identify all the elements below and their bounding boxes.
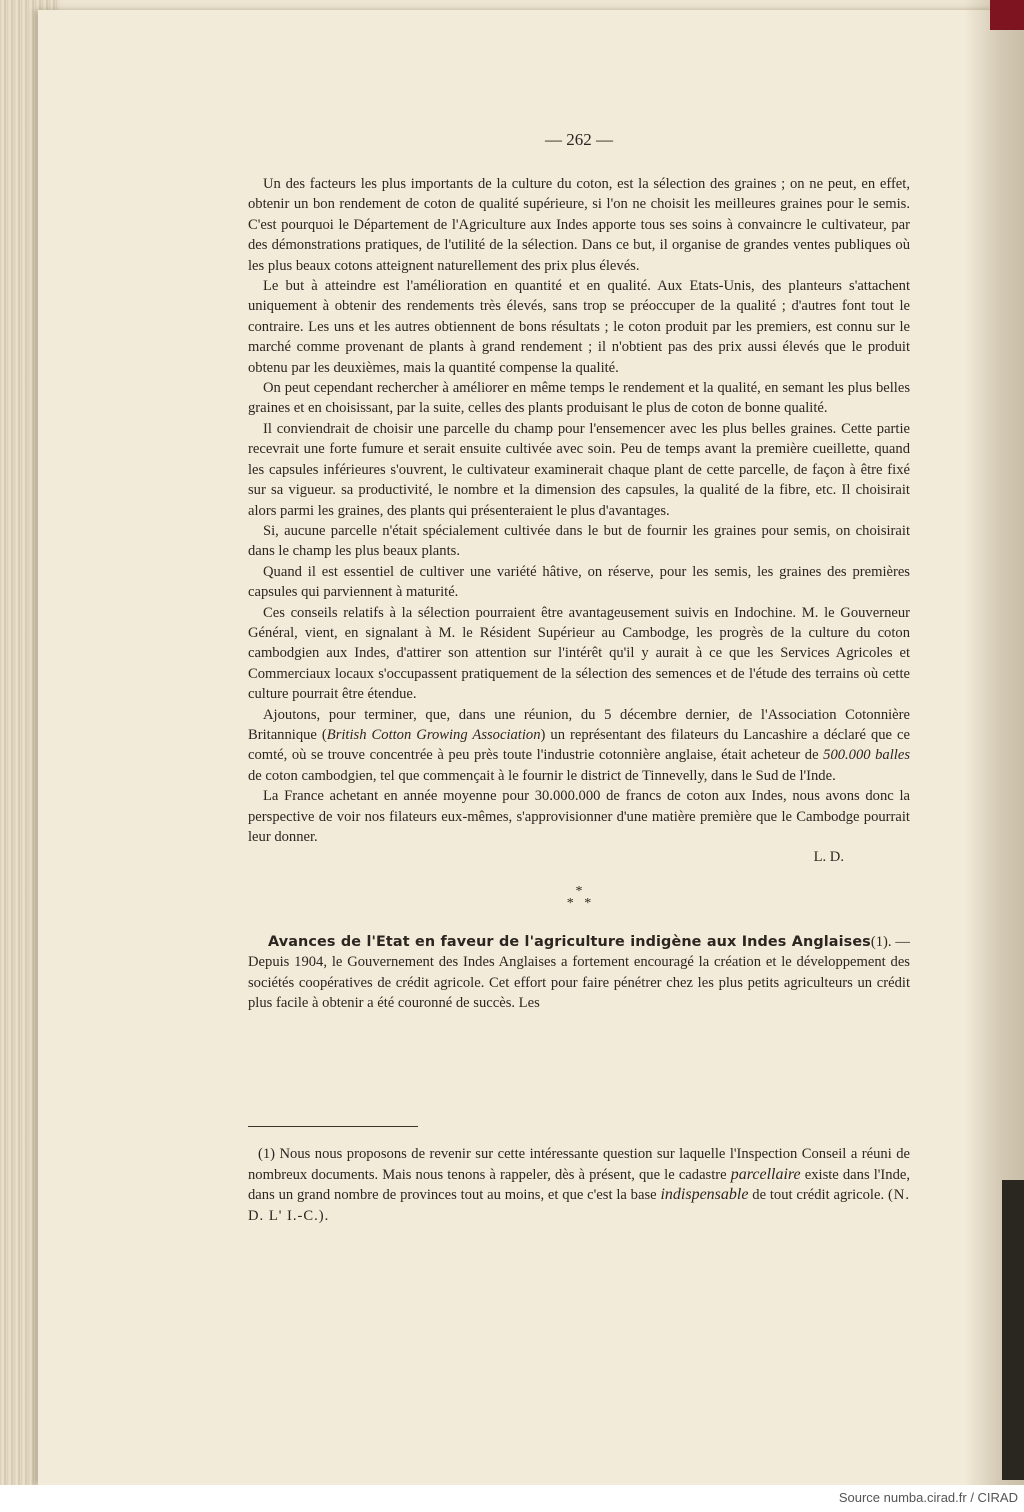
paragraph-5: Si, aucune parcelle n'était spécialement cultivée dans le but de fournir les graines pour semis, on choisirait dans le champ les plus beaux plants. bbox=[248, 522, 910, 560]
footnote-italic-2: indispensable bbox=[660, 1186, 749, 1204]
source-credit: Source numba.cirad.fr / CIRAD bbox=[838, 1490, 1018, 1505]
paragraph-7: Ces conseils relatifs à la sélection pourraient être avantageusement suivis en Indochine. M. le Gouverneur Général, vient, en signalant à M. le Résident Supérieur au Cambodge, les progrès de la culture du coton cambodgien aux Indes, d'attirer son attention sur l'intérêt qu'il y aurait à ce que les Services Agricoles et Commerciaux locaux s'occupassent pratiquement de la sélection des semences et de l'étude des terrains où cette culture pourrait être étendue. bbox=[248, 604, 910, 703]
section-body: — Depuis 1904, le Gouvernement des Indes Anglaises a fortement encouragé la création et le développement des sociétés coopératives de crédit agricole. Cet effort pour faire pénétrer chez les plus petits agriculteurs un crédit plus facile à obtenir a été couronné de succès. Les bbox=[248, 933, 910, 1012]
page-number: — 262 — bbox=[545, 130, 613, 149]
paragraph-8-part-2: ) un représentant des filateurs du Lancashire a déclaré que ce comté, où se trouve concentrée à peu près toute l'industrie cotonnière anglaise, était acheteur de bbox=[248, 726, 910, 764]
paragraph-3: On peut cependant rechercher à améliorer en même temps le rendement et la qualité, en semant les plus belles graines et en choisissant, par la suite, celles des plants produisant le plus de coton de bonne qualité. bbox=[248, 380, 910, 417]
paragraph-2: Le but à atteindre est l'amélioration en quantité et en qualité. Aux Etats-Unis, des planteurs s'attachent uniquement à obtenir des rendements très élevés, sans trop se préoccuper de la qualité ; d'autres font tout le contraire. Les uns et les autres obtiennent de bons résultats ; le coton produit par les premiers, est connu sur le marché comme provenant de plants à grand rendement ; il n'obtient pas des prix aussi élevés que le produit obtenu par les deuxièmes, mais la quantité compense la qualité. bbox=[248, 278, 910, 376]
bales-quantity: 500.000 balles bbox=[823, 747, 910, 764]
footnote-part-1: Nous nous proposons de revenir sur cette intéressante question sur laquelle l'Inspection Conseil a réuni de nombreux documents. Mais nous tenons à rappeler, dès à présent, que le cadastre bbox=[248, 1146, 910, 1183]
section-paragraph bbox=[248, 932, 910, 1014]
paragraph-8 bbox=[248, 705, 910, 787]
footnote-part-3: de tout crédit agricole. bbox=[748, 1187, 888, 1204]
section-title: Avances de l'Etat en faveur de l'agriculture indigène aux Indes Anglaises bbox=[268, 933, 871, 950]
article-signature: L. D. bbox=[813, 849, 844, 866]
footnotes bbox=[248, 1144, 910, 1226]
footnote-1 bbox=[248, 1144, 910, 1226]
footnote-marker: (1) bbox=[258, 1146, 276, 1162]
footnote-part-2: existe dans l'Inde, dans un grand nombre de provinces tout au moins, et que c'est la base bbox=[248, 1166, 911, 1204]
association-name: British Cotton Growing Association bbox=[326, 726, 541, 743]
footnote-divider bbox=[248, 1126, 418, 1127]
paragraph-6: Quand il est essentiel de cultiver une variété hâtive, on réserve, pour les semis, les graines des premières capsules qui parviennent à maturité. bbox=[248, 563, 910, 601]
asterism-bottom: * * bbox=[566, 895, 592, 911]
article-body bbox=[248, 174, 910, 1013]
paragraph-4: Il conviendrait de choisir une parcelle du champ pour l'ensemencer avec les plus belles graines. Cette partie recevrait une forte fumure et serait ensuite cultivée avec soin. Peu de temps avant la première cueillette, quand les capsules inférieures s'ouvrent, le cultivateur examinerait chaque plant de cette parcelle, de façon à être fixé sur sa vigueur. sa productivité, le nombre et la dimension des capsules, la qualité de la fibre, etc. Il choisirait alors parmi les graines, des plants qui présenteraient le plus d'avantages. bbox=[248, 420, 910, 519]
footnote-reference: (1). bbox=[870, 933, 892, 950]
footnote-signature: (N. D. L' I.-C.). bbox=[248, 1187, 910, 1224]
paragraph-1: Un des facteurs les plus importants de la culture du coton, est la sélection des graines ; on ne peut, en effet, obtenir un bon rendement de coton de qualité supérieure, si l'on ne choisit les meilleures graines pour le semis. C'est pourquoi le Département de l'Agriculture aux Indes apporte tous ses soins à convaincre le cultivateur, par des démonstrations pratiques, de l'utilité de la sélection. Dans ce but, il organise de grandes ventes publiques où les plus beaux cotons atteignent naturellement des prix plus élevés. bbox=[248, 176, 910, 274]
section-separator bbox=[248, 883, 910, 911]
paragraph-8-part-3: de coton cambodgien, tel que commençait à le fournir le district de Tinnevelly, dans le Sud de l'Inde. bbox=[248, 767, 836, 784]
bookmark-ribbon bbox=[990, 0, 1024, 30]
asterism-top: * bbox=[575, 883, 583, 899]
footnote-italic-1: parcellaire bbox=[730, 1165, 801, 1183]
binding-strip bbox=[1002, 1180, 1024, 1480]
paragraph-9: La France achetant en année moyenne pour 30.000.000 de francs de coton aux Indes, nous avons donc la perspective de voir nos filateurs eux-mêmes, s'approvisionner d'une matière première que le Cambodge pourrait leur donner. bbox=[248, 788, 910, 845]
paragraph-8-part-1: Ajoutons, pour terminer, que, dans une réunion, du 5 décembre dernier, de l'Association Cotonnière Britannique ( bbox=[248, 706, 910, 743]
